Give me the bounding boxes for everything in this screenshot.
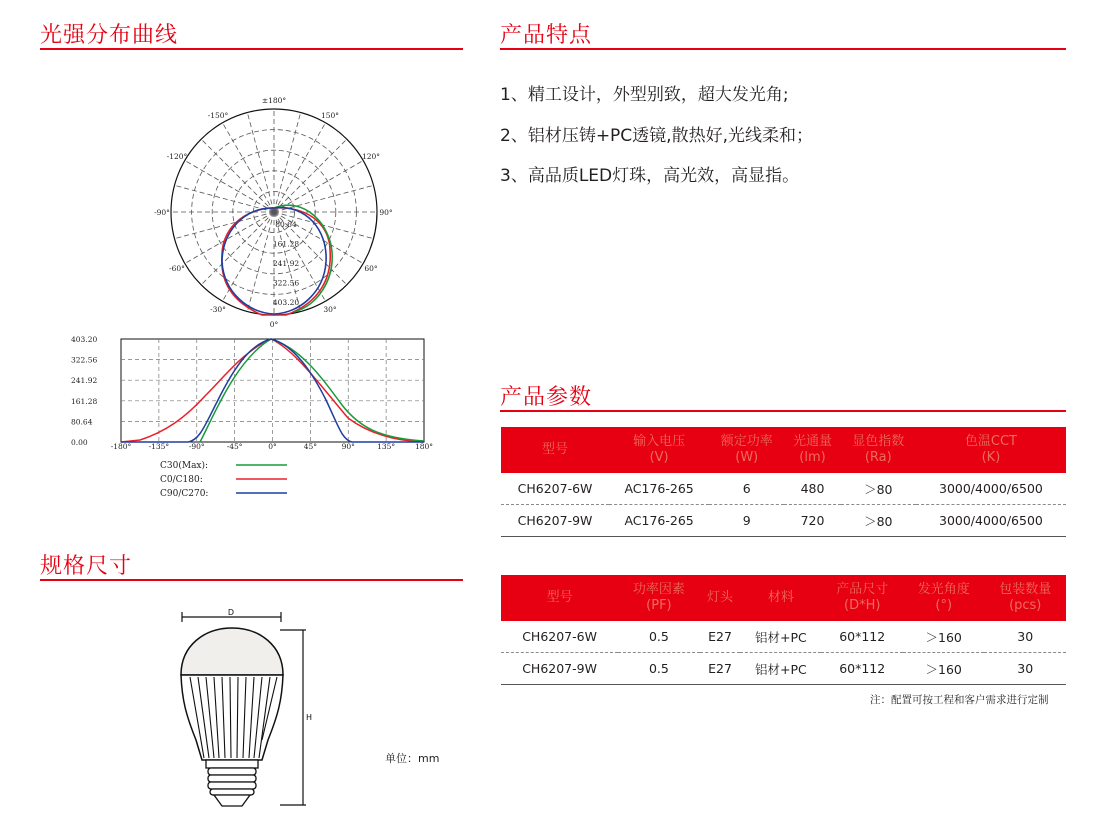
table-cell: CH6207-6W [501,621,618,653]
params-table-electrical [501,427,1066,537]
table-cell: 6 [709,473,784,505]
polar-angle-label: 150° [320,111,340,121]
table-header: 型号 [501,575,618,621]
feature-item: 3、高品质LED灯珠，高光效，高显指。 [500,166,800,186]
polar-angle-label: 90° [379,208,393,217]
light-distribution-title: 光强分布曲线 [40,23,179,48]
dimensions-title: 规格尺寸 [40,554,133,579]
table-cell: 0.5 [618,653,700,685]
table-header: 额定功率 (W) [709,427,784,473]
linear-x-tick: -135° [148,442,170,451]
table-cell: 720 [784,505,840,537]
linear-y-tick: 241.92 [71,376,98,386]
table-cell: 30 [984,653,1066,685]
table-cell: 铝材+PC [740,621,821,653]
table-header: 型号 [501,427,609,473]
polar-angle-label: -90° [154,208,170,217]
params-title: 产品参数 [500,385,593,410]
linear-y-tick: 403.20 [71,335,98,344]
table-cell: 480 [784,473,840,505]
table-header: 光通量 (lm) [784,427,840,473]
table-cell: CH6207-9W [501,653,618,685]
bulb-screw-base [208,768,256,806]
height-dim-label: H [306,713,313,722]
table-cell: 3000/4000/6500 [916,505,1066,537]
polar-radial-label: 241.92 [272,259,300,268]
table-cell: AC176-265 [609,505,709,537]
linear-x-tick: 45° [303,442,318,451]
table-header: 输入电压 (V) [609,427,709,473]
table-cell: ＞160 [903,653,985,685]
table-header: 灯头 [700,575,741,621]
polar-angle-label: -30° [210,304,226,314]
table-cell: 30 [984,621,1066,653]
table-cell: 3000/4000/6500 [916,473,1066,505]
table-header: 材料 [740,575,821,621]
linear-x-tick: 180° [414,442,434,451]
linear-x-tick: -45° [226,442,243,451]
table-header: 包装数量 (pcs) [984,575,1066,621]
table-cell: 60*112 [821,621,903,653]
linear-y-tick: 0.00 [71,438,88,447]
width-dim-label: D [227,608,235,617]
table-cell: E27 [700,653,741,685]
table-cell: 60*112 [821,653,903,685]
table-header: 发光角度 (°) [903,575,985,621]
table-header: 产品尺寸 (D*H) [821,575,903,621]
polar-angle-label: 30° [323,304,337,314]
legend-label: C30(Max): [160,461,209,471]
table-row [501,621,1066,653]
polar-radial-label: 161.28 [272,239,300,249]
linear-x-tick: -180° [110,442,132,451]
table-cell: 铝材+PC [740,653,821,685]
polar-angle-label: -120° [166,152,188,161]
table-cell: ＞80 [841,505,916,537]
polar-angle-label: -60° [169,264,185,273]
linear-y-tick: 161.28 [71,396,98,406]
table-row [501,653,1066,685]
polar-radial-label: 403.20 [272,298,300,307]
linear-x-tick: 90° [341,442,355,451]
polar-angle-label: 120° [361,152,381,161]
table-header: 功率因素 (PF) [618,575,700,621]
table-cell: AC176-265 [609,473,709,505]
table-cell: CH6207-9W [501,505,609,537]
table-cell: ＞80 [841,473,916,505]
table-cell: CH6207-6W [501,473,609,505]
polar-angle-label: 60° [364,264,378,273]
linear-x-tick: 135° [377,442,396,451]
feature-item: 1、精工设计，外型别致，超大发光角; [500,85,789,105]
params-table-physical [501,575,1066,685]
legend-label: C0/C180: [160,475,203,485]
polar-angle-label: -150° [207,111,229,121]
linear-y-tick: 322.56 [71,355,98,365]
table-cell: E27 [700,621,741,653]
table-header: 色温CCT (K) [916,427,1066,473]
linear-x-tick: 0° [268,442,277,451]
polar-angle-label: ±180° [261,96,287,105]
table-header: 显色指数 (Ra) [841,427,916,473]
polar-radial-label: 80.64 [275,220,297,229]
bulb-dome [181,628,283,675]
table-row [501,505,1066,537]
table-row [501,473,1066,505]
customization-note: 注：配置可按工程和客户需求进行定制 [870,694,1049,706]
features-title: 产品特点 [500,23,593,48]
table-cell: 0.5 [618,621,700,653]
linear-y-tick: 80.64 [71,417,93,427]
linear-x-tick: -90° [188,442,205,451]
table-cell: ＞160 [903,621,985,653]
polar-radial-label: 322.56 [272,278,300,288]
legend-label: C90/C270: [160,489,209,499]
polar-angle-label: 0° [269,320,279,329]
feature-item: 2、铝材压铸+PC透镜,散热好,光线柔和； [500,126,813,146]
table-cell: 9 [709,505,784,537]
unit-label: 单位：mm [385,752,440,765]
